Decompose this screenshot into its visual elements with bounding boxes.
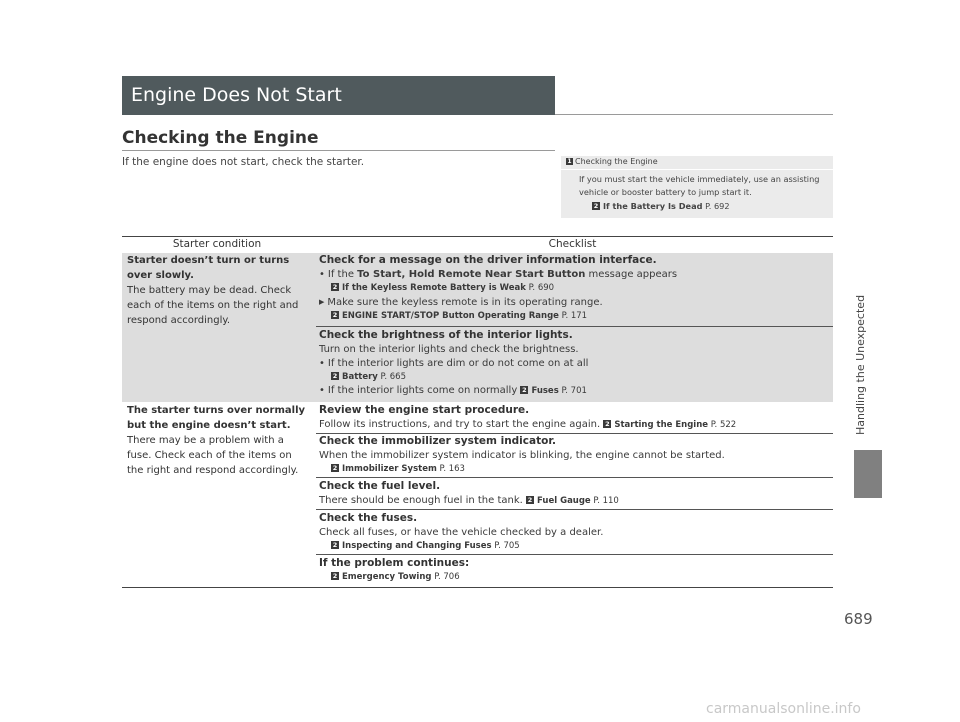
reference-label: Emergency Towing	[342, 572, 432, 582]
checklist-text: When the immobilizer system indicator is blinking, the engine cannot be started.	[319, 450, 725, 461]
reference-icon: 2	[332, 311, 338, 319]
checklist-item	[319, 556, 829, 584]
note-link-label: If the Battery Is Dead	[603, 201, 703, 211]
condition-title: The starter turns over normally but the engine doesn’t start.	[127, 405, 306, 431]
checklist-item	[319, 434, 829, 476]
row-divider	[316, 477, 833, 478]
chapter-label-text: Handling the Unexpected	[854, 294, 867, 435]
checklist-item	[319, 328, 829, 398]
chapter-tab	[854, 450, 882, 498]
reference-page: P. 665	[380, 372, 406, 382]
header-starter-condition: Starter condition	[172, 238, 262, 250]
row-divider	[316, 554, 833, 555]
checklist-bullet	[319, 384, 829, 398]
intro-text: If the engine does not start, check the starter.	[122, 156, 365, 168]
checklist-title: If the problem continues:	[319, 557, 470, 569]
page-heading: Checking the Engine	[122, 128, 319, 148]
page-number: 689	[844, 610, 873, 628]
note-reference-link[interactable]	[592, 201, 730, 211]
reference-link[interactable]	[319, 282, 829, 295]
reference-link[interactable]	[319, 310, 829, 323]
reference-icon: 2	[332, 283, 338, 291]
reference-icon: 2	[332, 372, 338, 380]
message-name: To Start, Hold Remote Near Start Button	[357, 269, 586, 280]
table-header	[122, 236, 833, 254]
sidebar-chapter-label	[843, 63, 865, 443]
checklist-text-body: There should be enough fuel in the tank.	[319, 495, 523, 506]
reference-page: P. 522	[710, 420, 737, 430]
section-title: Engine Does Not Start	[122, 76, 555, 115]
reference-label: If the Keyless Remote Battery is Weak	[342, 283, 526, 293]
checklist-item	[319, 511, 829, 553]
table-bottom-rule	[122, 587, 833, 588]
checklist-bullet	[319, 268, 829, 282]
reference-icon: 2	[332, 572, 338, 580]
checklist-arrow-step: ▶ Make sure the keyless remote is in its operating range.	[319, 295, 829, 310]
checklist-title: Check the immobilizer system indicator.	[319, 435, 556, 447]
reference-page: P. 690	[528, 283, 555, 293]
heading-rule	[122, 150, 555, 151]
reference-page: P. 163	[439, 464, 465, 474]
reference-label: Inspecting and Changing Fuses	[342, 541, 492, 551]
reference-label: Starting the Engine	[614, 420, 709, 430]
reference-link[interactable]	[319, 371, 829, 384]
checklist-title: Check the brightness of the interior lights.	[319, 329, 573, 341]
reference-icon: 2	[605, 420, 610, 428]
checklist-text: Turn on the interior lights and check the brightness.	[319, 344, 579, 355]
reference-page: P. 171	[561, 311, 588, 321]
bullet-text-end: message appears	[585, 269, 678, 280]
condition-text: There may be a problem with a fuse. Check each of the items on the right and respond accordingly.	[127, 435, 299, 476]
checklist-text	[319, 418, 829, 432]
condition-title: Starter doesn’t turn or turns over slowly.	[127, 255, 290, 281]
reference-page: P. 706	[434, 572, 460, 582]
checklist-text: Check all fuses, or have the vehicle checked by a dealer.	[319, 527, 604, 538]
note-header	[561, 156, 833, 170]
reference-page: P. 705	[494, 541, 520, 551]
row-divider	[316, 326, 833, 327]
row-divider	[316, 509, 833, 510]
note-title: Checking the Engine	[575, 157, 658, 166]
checklist-text	[319, 494, 829, 508]
reference-page: P. 701	[561, 386, 587, 396]
watermark: carmanualsonline.info	[706, 701, 861, 717]
reference-link[interactable]	[603, 420, 736, 430]
checklist-bullet: • If the interior lights are dim or do not come on at all	[319, 357, 829, 371]
reference-link[interactable]	[319, 571, 829, 584]
reference-link[interactable]	[526, 496, 619, 506]
bullet-text: If the	[327, 269, 358, 280]
note-icon: 1	[567, 158, 572, 165]
checklist-title: Check the fuses.	[319, 512, 418, 524]
reference-icon: 2	[332, 464, 338, 472]
title-rule	[555, 114, 833, 115]
condition-text: The battery may be dead. Check each of the items on the right and respond accordingly.	[127, 285, 299, 326]
reference-icon: 2	[332, 541, 338, 549]
side-note	[561, 156, 833, 218]
reference-link[interactable]	[319, 463, 829, 476]
condition-cell	[127, 253, 309, 328]
reference-label: Fuses	[531, 386, 559, 396]
checklist-item	[319, 479, 829, 508]
bullet-text: If the interior lights come on normally	[327, 385, 518, 396]
checklist-text-body: Follow its instructions, and try to start the engine again.	[319, 419, 601, 430]
reference-icon: 2	[522, 386, 527, 394]
condition-cell	[127, 403, 309, 478]
reference-icon: 2	[593, 202, 599, 210]
reference-label: ENGINE START/STOP Button Operating Range	[342, 311, 559, 321]
note-body: If you must start the vehicle immediately, use an assisting vehicle or booster battery to jump start it.	[579, 174, 820, 197]
checklist-title: Check for a message on the driver information interface.	[319, 254, 657, 266]
reference-label: Battery	[342, 372, 378, 382]
reference-page: P. 110	[593, 496, 619, 506]
reference-label: Fuel Gauge	[537, 496, 591, 506]
checklist-title: Review the engine start procedure.	[319, 404, 530, 416]
reference-label: Immobilizer System	[342, 464, 437, 474]
checklist-title: Check the fuel level.	[319, 480, 441, 492]
header-checklist: Checklist	[548, 238, 597, 250]
checklist-item	[319, 253, 829, 323]
checklist-item	[319, 403, 829, 432]
reference-icon: 2	[527, 496, 533, 504]
reference-link[interactable]	[319, 540, 829, 553]
note-link-page: P. 692	[705, 201, 730, 211]
reference-link[interactable]	[520, 386, 586, 396]
